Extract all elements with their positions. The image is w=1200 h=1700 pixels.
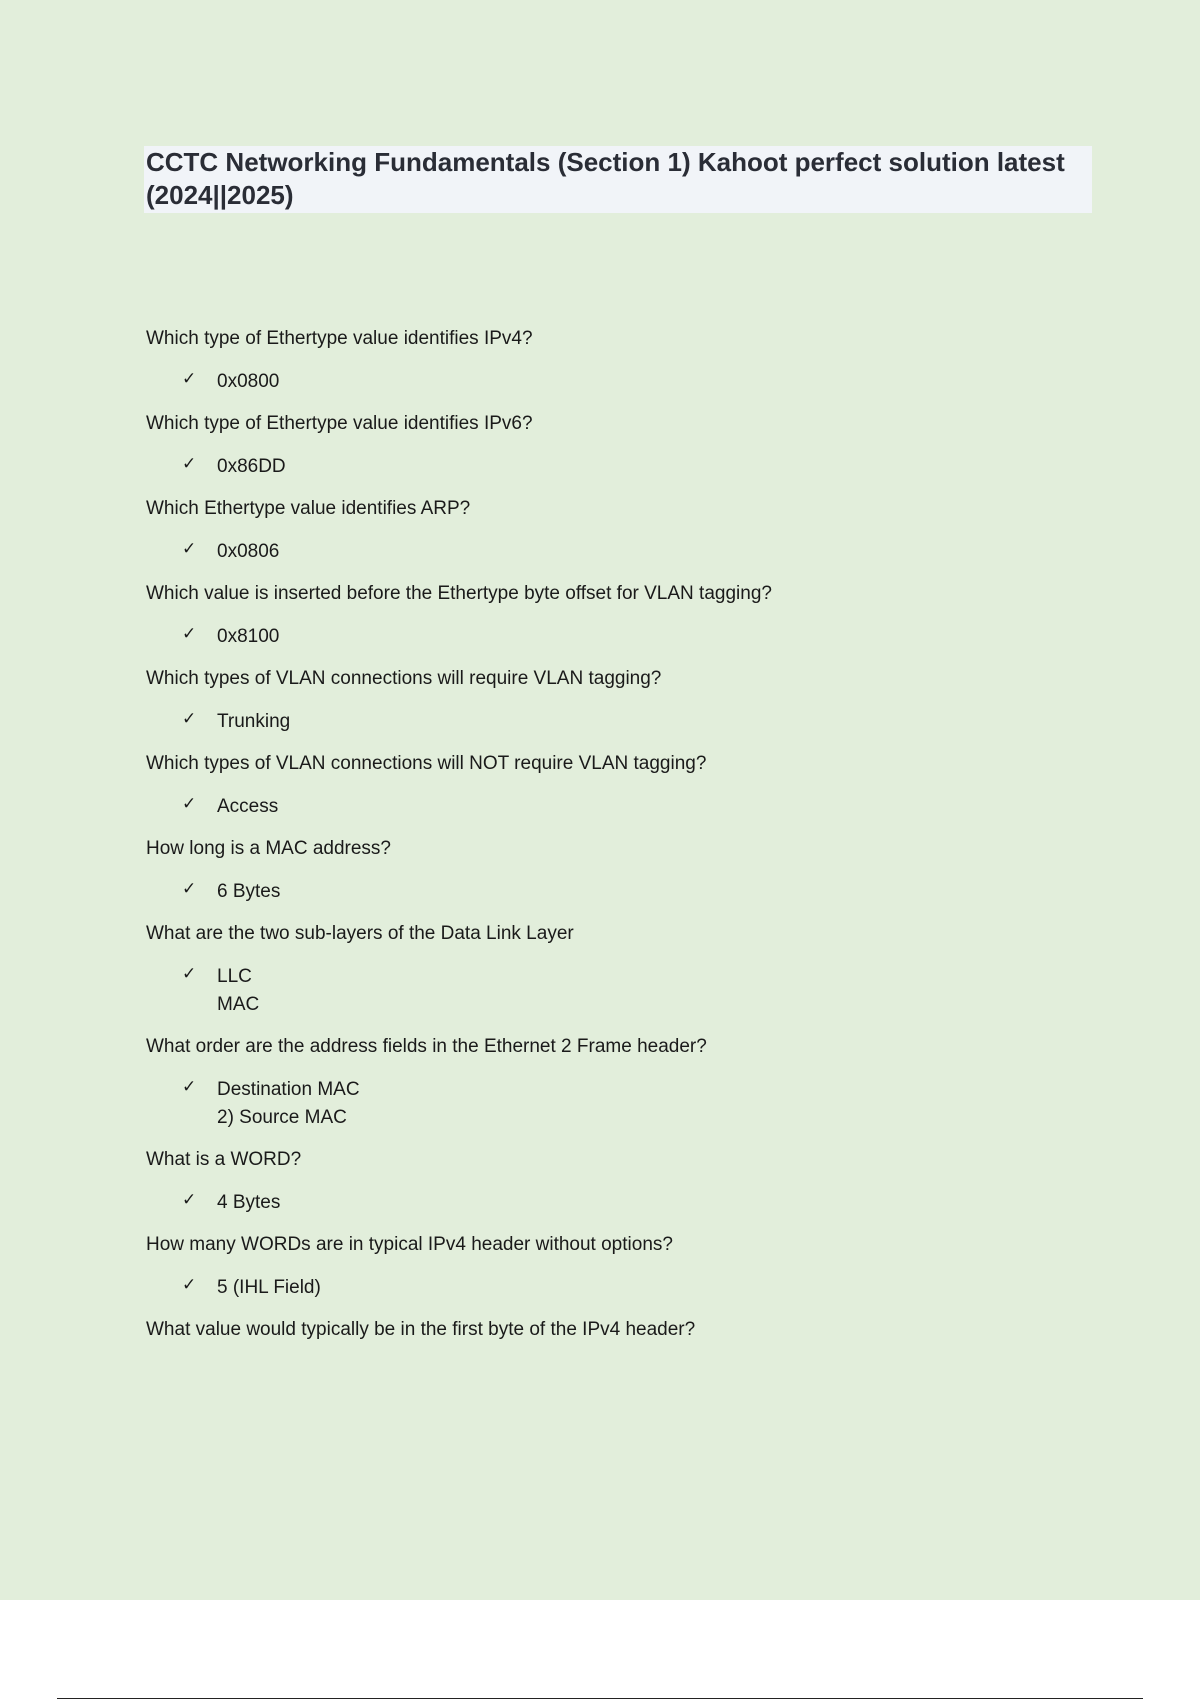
answer-text: Access bbox=[217, 796, 279, 817]
answer-block bbox=[146, 1076, 1146, 1132]
answer-text: 0x86DD bbox=[217, 456, 286, 477]
question-text: Which Ethertype value identifies ARP? bbox=[146, 498, 471, 519]
question-text: Which types of VLAN connections will require VLAN tagging? bbox=[146, 668, 662, 689]
check-mark-icon: ✓ bbox=[182, 539, 197, 559]
question-text: How long is a MAC address? bbox=[146, 838, 391, 859]
answer-text: 0x0806 bbox=[217, 541, 280, 562]
answer-block bbox=[146, 1274, 1146, 1302]
qa-item bbox=[146, 1033, 1146, 1132]
question-text: Which value is inserted before the Ethertype byte offset for VLAN tagging? bbox=[146, 583, 772, 604]
question-text: How many WORDs are in typical IPv4 header without options? bbox=[146, 1234, 673, 1255]
answer-text: 6 Bytes bbox=[217, 881, 281, 902]
check-mark-icon: ✓ bbox=[182, 1275, 197, 1295]
answer-block bbox=[146, 538, 1146, 566]
check-mark-icon: ✓ bbox=[182, 879, 197, 899]
check-mark-icon: ✓ bbox=[182, 1190, 197, 1210]
answer-text: Destination MAC bbox=[217, 1079, 360, 1100]
answer-text: 2) Source MAC bbox=[217, 1107, 347, 1128]
answer-text: MAC bbox=[217, 994, 260, 1015]
check-mark-icon: ✓ bbox=[182, 1077, 197, 1097]
qa-item bbox=[146, 580, 1146, 651]
answer-block bbox=[146, 878, 1146, 906]
check-mark-icon: ✓ bbox=[182, 709, 197, 729]
document-title: CCTC Networking Fundamentals (Section 1) Kahoot perfect solution latest (2024||2025) bbox=[146, 147, 1065, 210]
footer-rule bbox=[57, 1698, 1143, 1699]
qa-item bbox=[146, 495, 1146, 566]
check-mark-icon: ✓ bbox=[182, 624, 197, 644]
question-text: What order are the address fields in the Ethernet 2 Frame header? bbox=[146, 1036, 707, 1057]
qa-item bbox=[146, 750, 1146, 821]
check-mark-icon: ✓ bbox=[182, 454, 197, 474]
qa-item bbox=[146, 410, 1146, 481]
answer-block bbox=[146, 1189, 1146, 1217]
answer-block bbox=[146, 708, 1146, 736]
qa-item bbox=[146, 920, 1146, 1019]
answer-text: 5 (IHL Field) bbox=[217, 1277, 321, 1298]
question-text: Which type of Ethertype value identifies IPv6? bbox=[146, 413, 533, 434]
title-block bbox=[144, 146, 1092, 213]
answer-text: Trunking bbox=[217, 711, 291, 732]
check-mark-icon: ✓ bbox=[182, 964, 197, 984]
question-text: Which types of VLAN connections will NOT require VLAN tagging? bbox=[146, 753, 707, 774]
qa-item bbox=[146, 665, 1146, 736]
question-text: What value would typically be in the first byte of the IPv4 header? bbox=[146, 1319, 696, 1340]
question-text: Which type of Ethertype value identifies IPv4? bbox=[146, 328, 533, 349]
answer-block bbox=[146, 368, 1146, 396]
qa-item bbox=[146, 1316, 1146, 1343]
qa-item bbox=[146, 1146, 1146, 1217]
answer-block bbox=[146, 793, 1146, 821]
qa-item bbox=[146, 325, 1146, 396]
answer-text: 4 Bytes bbox=[217, 1192, 281, 1213]
answer-block bbox=[146, 453, 1146, 481]
check-mark-icon: ✓ bbox=[182, 369, 197, 389]
question-text: What are the two sub-layers of the Data Link Layer bbox=[146, 923, 574, 944]
qa-item bbox=[146, 1231, 1146, 1302]
question-text: What is a WORD? bbox=[146, 1149, 302, 1170]
answer-text: 0x8100 bbox=[217, 626, 280, 647]
answer-block bbox=[146, 623, 1146, 651]
check-mark-icon: ✓ bbox=[182, 794, 197, 814]
answer-text: 0x0800 bbox=[217, 371, 280, 392]
answer-block bbox=[146, 963, 1146, 1019]
qa-item bbox=[146, 835, 1146, 906]
qa-list bbox=[146, 325, 1146, 1343]
answer-text: LLC bbox=[217, 966, 252, 987]
